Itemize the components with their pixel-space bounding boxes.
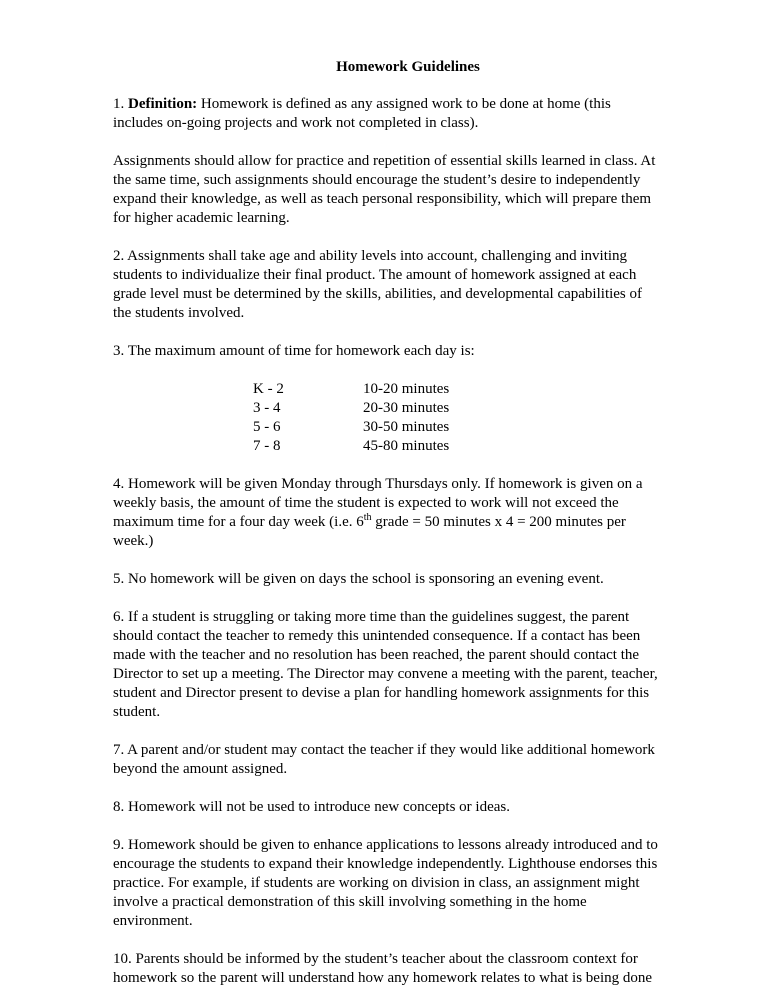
- guideline-4-text-start: 4. Homework will be given Monday through Thursdays only. If homework is given on a weekly basis, the amount of time the student is expected to work will not exceed the maximum time for a four day week (i.e. 6: [113, 476, 643, 530]
- minutes-cell: 10-20 minutes: [363, 381, 450, 397]
- table-row: [253, 399, 449, 418]
- guideline-1-text: Homework is defined as any assigned work to be done at home (this includes on-going projects and work not completed in class).: [113, 96, 611, 131]
- grade-cell: 7 - 8: [253, 438, 281, 454]
- guideline-4-text-end: grade = 50 minutes x 4 = 200 minutes per week.): [113, 514, 626, 549]
- guideline-4: [113, 475, 658, 551]
- guideline-1-number: 1.: [113, 96, 125, 112]
- homework-time-table: [253, 380, 449, 456]
- guideline-8: 8. Homework will not be used to introduce new concepts or ideas.: [113, 799, 510, 815]
- page-title: Homework Guidelines: [336, 59, 480, 75]
- minutes-cell: 30-50 minutes: [363, 419, 450, 435]
- guideline-2: 2. Assignments shall take age and ability levels into account, challenging and inviting students to individualize their final product. The amount of homework assigned at each grade level must be determined by the skills, abilities, and developmental capabilities of the students involved.: [113, 248, 643, 321]
- table-row: [253, 437, 449, 456]
- guideline-7: 7. A parent and/or student may contact the teacher if they would like additional homework beyond the amount assigned.: [113, 742, 655, 777]
- minutes-cell: 20-30 minutes: [363, 400, 450, 416]
- grade-cell: K - 2: [253, 381, 284, 397]
- definition-label: Definition:: [128, 96, 198, 112]
- guideline-6: 6. If a student is struggling or taking more time than the guidelines suggest, the parent should contact the teacher to remedy this unintended consequence. If a contact has been made with the teacher and no resolution has been reached, the parent should contact the Director to set up a meeting. The Director may convene a meeting with the parent, teacher, student and Director present to devise a plan for handling homework assignments for this student.: [113, 609, 658, 720]
- guideline-3: 3. The maximum amount of time for homework each day is:: [113, 343, 475, 359]
- guideline-1-followup: Assignments should allow for practice and repetition of essential skills learned in class. At the same time, such assignments should encourage the student’s desire to independently expand their knowledge, as well as teach personal responsibility, which will prepare them for higher academic learning.: [113, 153, 656, 226]
- minutes-cell: 45-80 minutes: [363, 438, 450, 454]
- guideline-9: 9. Homework should be given to enhance applications to lessons already introduced and to encourage the students to expand their knowledge independently. Lighthouse endorses this practice. For example, if students are working on division in class, an assignment might involve a practical demonstration of this skill involving something in the home environment.: [113, 837, 658, 929]
- guideline-1: [113, 95, 658, 133]
- grade-cell: 3 - 4: [253, 400, 281, 416]
- guideline-5: 5. No homework will be given on days the school is sponsoring an evening event.: [113, 571, 604, 587]
- ordinal-superscript: th: [363, 512, 372, 523]
- table-row: [253, 380, 449, 399]
- guideline-10: 10. Parents should be informed by the student’s teacher about the classroom context for homework so the parent will understand how any homework relates to what is being done: [113, 951, 653, 986]
- document-page: [113, 58, 658, 1007]
- grade-cell: 5 - 6: [253, 419, 281, 435]
- table-row: [253, 418, 449, 437]
